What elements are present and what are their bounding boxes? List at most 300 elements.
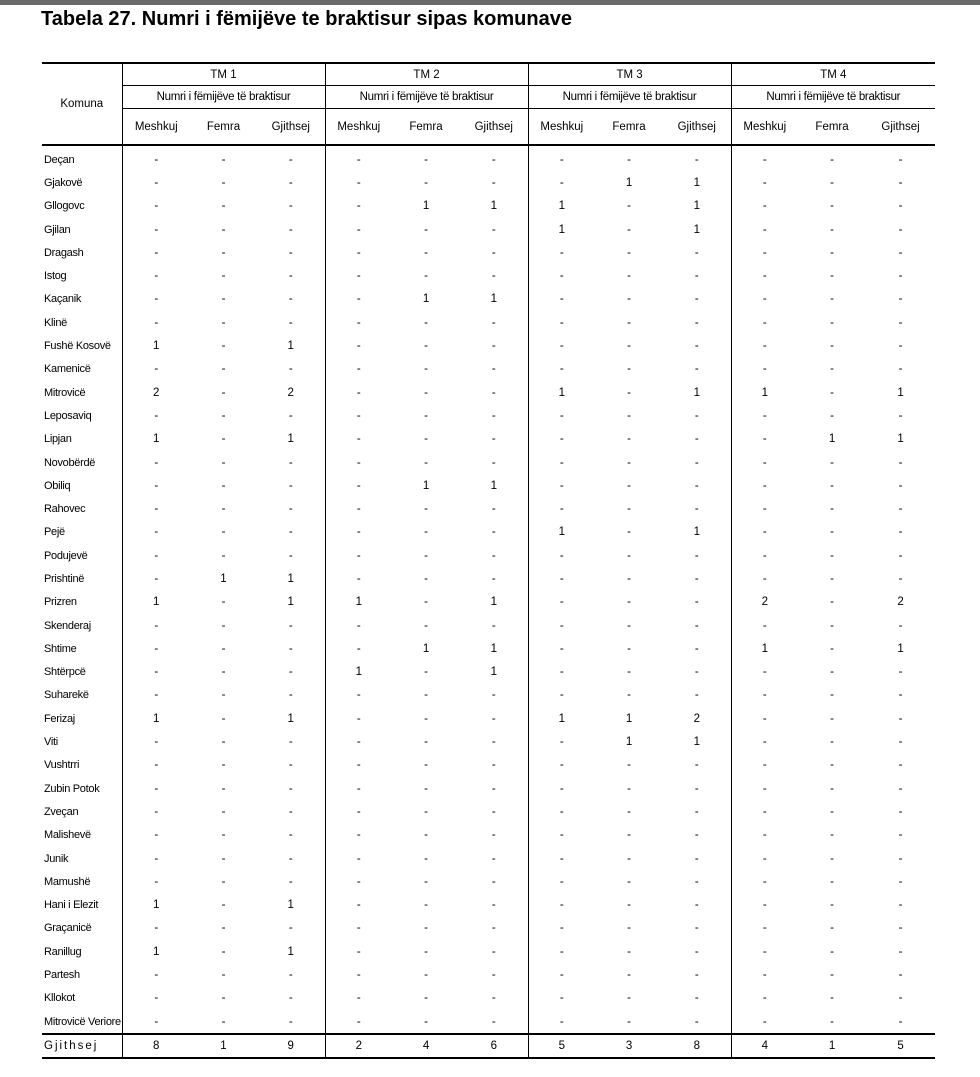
value-cell: - [122,241,190,264]
value-cell: - [424,666,428,679]
value-cell: - [830,526,834,539]
value-cell: - [221,386,226,399]
value-cell: - [288,759,293,772]
value-cell: - [898,712,903,725]
value-cell: - [627,922,631,935]
value-cell: - [221,852,226,865]
value-cell: - [491,153,496,166]
value-cell: - [731,707,798,730]
komuna-name: Partesh [44,969,80,982]
total-cell: 5 [528,1034,595,1058]
value-cell: 1 [731,637,798,660]
value-cell: - [288,782,293,795]
value-cell: - [830,246,834,259]
value-cell: - [424,992,428,1005]
value-cell: - [731,428,798,451]
value-cell: - [627,293,631,306]
value-cell: - [491,899,496,912]
value-cell: 2 [731,591,798,614]
value-cell: - [830,270,834,283]
value-cell: - [898,479,903,492]
value-cell: - [627,456,631,469]
value-cell: - [325,358,392,381]
value-cell: - [830,409,834,422]
value-cell: - [122,218,190,241]
total-row [42,1034,935,1058]
table-row [42,1010,935,1034]
komuna-name: Mitrovicë Veriore [44,1015,121,1028]
col-meshkuj-tm1: Meshkuj [122,109,190,146]
value-cell: - [491,875,496,888]
value-cell: - [288,456,293,469]
komuna-name: Kamenicë [44,363,91,376]
value-cell: - [898,316,903,329]
table-row [42,451,935,474]
table-row [42,847,935,870]
table-row [42,824,935,847]
value-cell: - [694,642,699,655]
value-cell: - [528,847,595,870]
value-cell: - [491,409,496,422]
value-cell: - [528,917,595,940]
value-cell: - [528,661,595,684]
subheader-tm4: Numri i fëmijëve të braktisur [731,86,935,109]
value-cell: 1 [490,642,497,655]
value-cell: - [694,340,699,353]
table-row [42,754,935,777]
value-cell: 1 [490,200,497,213]
komuna-name: Obiliq [44,479,71,492]
value-cell: - [424,689,428,702]
total-cell: 3 [595,1034,663,1058]
value-cell: - [424,153,428,166]
komuna-name: Suharekë [44,689,89,702]
value-cell: - [627,992,631,1005]
value-cell: 1 [220,572,227,585]
value-cell: - [288,1015,293,1028]
value-cell: - [830,852,834,865]
value-cell: - [221,899,226,912]
value-cell: 1 [693,176,700,189]
value-cell: - [898,549,903,562]
value-cell: - [694,503,699,516]
value-cell: - [221,689,226,702]
value-cell: - [731,334,798,357]
total-cell: 1 [798,1034,866,1058]
value-cell: - [325,218,392,241]
komuna-name: Dragash [44,246,84,259]
value-cell: - [288,829,293,842]
value-cell: - [627,1015,631,1028]
komuna-name: Mitrovicë [44,386,86,399]
value-cell: - [221,270,226,283]
value-cell: - [694,782,699,795]
col-meshkuj-tm4: Meshkuj [731,109,798,146]
table-row [42,334,935,357]
total-cell: 4 [731,1034,798,1058]
value-cell: - [627,899,631,912]
komuna-name: Kllokot [44,992,75,1005]
value-cell: 1 [490,479,497,492]
value-cell: - [830,782,834,795]
value-cell: 1 [490,293,497,306]
value-cell: - [627,223,631,236]
value-cell: - [830,316,834,329]
value-cell: - [491,969,496,982]
value-cell: - [627,316,631,329]
value-cell: - [528,637,595,660]
value-cell: 1 [693,386,700,399]
value-cell: - [122,754,190,777]
value-cell: - [830,922,834,935]
value-cell: - [491,549,496,562]
table-row [42,428,935,451]
table-row [42,544,935,567]
value-cell: - [898,922,903,935]
abandoned-children-table [42,62,935,1059]
total-cell: 8 [122,1034,190,1058]
value-cell: - [424,270,428,283]
value-cell: - [898,572,903,585]
value-cell: - [325,637,392,660]
value-cell: - [221,642,226,655]
value-cell: - [288,666,293,679]
komuna-name: Gjilan [44,223,71,236]
value-cell: - [898,223,903,236]
value-cell: - [122,544,190,567]
value-cell: - [325,940,392,963]
value-cell: - [221,805,226,818]
value-cell: - [528,614,595,637]
value-cell: - [424,386,428,399]
value-cell: - [898,619,903,632]
komuna-name: Mamushë [44,875,91,888]
value-cell: - [528,894,595,917]
viewer-top-border [0,0,980,5]
value-cell: - [491,340,496,353]
value-cell: - [221,153,226,166]
komuna-name: Pejë [44,526,65,539]
value-cell: - [122,800,190,823]
total-cell: 8 [663,1034,731,1058]
value-cell: - [122,358,190,381]
value-cell: - [731,567,798,590]
value-cell: - [694,852,699,865]
value-cell: - [731,521,798,544]
value-cell: - [627,666,631,679]
value-cell: - [731,777,798,800]
value-cell: - [325,847,392,870]
total-cell: 6 [460,1034,528,1058]
table-row [42,591,935,614]
col-gjithsej-tm3: Gjithsej [677,120,716,133]
value-cell: - [221,1015,226,1028]
value-cell: - [288,619,293,632]
value-cell: - [528,241,595,264]
value-cell: - [830,759,834,772]
value-cell: - [288,316,293,329]
value-cell: - [528,171,595,194]
komuna-name: Ferizaj [44,712,75,725]
value-cell: - [288,153,293,166]
komuna-header: Komuna [42,63,122,145]
table-row [42,241,935,264]
value-cell: - [731,754,798,777]
value-cell: 2 [693,712,700,725]
value-cell: - [731,451,798,474]
value-cell: - [221,666,226,679]
komuna-name: Shtime [44,642,77,655]
value-cell: - [731,288,798,311]
table-row [42,661,935,684]
value-cell: - [424,899,428,912]
col-femra-tm1: Femra [206,120,241,133]
value-cell: - [830,363,834,376]
value-cell: - [221,456,226,469]
value-cell: - [898,409,903,422]
table-row [42,917,935,940]
value-cell: - [288,363,293,376]
col-gjithsej-tm4: Gjithsej [881,120,920,133]
value-cell: - [731,800,798,823]
value-cell: - [627,386,631,399]
value-cell: - [424,829,428,842]
value-cell: - [694,619,699,632]
value-cell: - [491,945,496,958]
value-cell: - [424,875,428,888]
value-cell: - [627,852,631,865]
value-cell: - [627,969,631,982]
value-cell: - [528,474,595,497]
value-cell: 2 [897,596,904,609]
value-cell: - [627,549,631,562]
value-cell: - [627,340,631,353]
value-cell: 1 [122,428,190,451]
value-cell: - [731,1010,798,1034]
value-cell: - [528,497,595,520]
col-femra-tm4: Femra [815,120,849,133]
value-cell: - [424,712,428,725]
value-cell: - [325,428,392,451]
value-cell: 2 [287,386,294,399]
value-cell: 1 [122,707,190,730]
value-cell: - [898,270,903,283]
value-cell: - [325,777,392,800]
subheader-tm1: Numri i fëmijëve të braktisur [122,86,325,109]
value-cell: - [898,526,903,539]
value-cell: - [288,805,293,818]
table-row [42,870,935,893]
value-cell: - [830,386,834,399]
komuna-name: Novobërdë [44,456,96,469]
value-cell: - [288,293,293,306]
total-cell: 5 [866,1034,935,1058]
value-cell: - [731,661,798,684]
value-cell: - [325,824,392,847]
value-cell: - [325,544,392,567]
value-cell: - [528,591,595,614]
value-cell: - [627,875,631,888]
value-cell: - [122,567,190,590]
value-cell: - [424,759,428,772]
value-cell: - [491,759,496,772]
value-cell: - [627,596,631,609]
value-cell: - [694,433,699,446]
value-cell: - [288,736,293,749]
value-cell: - [528,800,595,823]
value-cell: - [731,145,798,171]
komuna-name: Leposaviq [44,409,92,422]
value-cell: 1 [625,176,633,189]
value-cell: - [731,311,798,334]
table-row [42,218,935,241]
value-cell: - [288,223,293,236]
value-cell: - [731,358,798,381]
value-cell: - [122,404,190,427]
value-cell: - [424,340,428,353]
value-cell: - [122,614,190,637]
value-cell: 1 [422,479,430,492]
value-cell: - [122,917,190,940]
value-cell: 1 [122,940,190,963]
value-cell: 1 [693,200,700,213]
value-cell: - [221,549,226,562]
value-cell: - [898,782,903,795]
value-cell: - [830,293,834,306]
value-cell: - [694,572,699,585]
value-cell: - [288,270,293,283]
value-cell: - [898,829,903,842]
value-cell: - [288,200,293,213]
value-cell: - [898,503,903,516]
table-row [42,707,935,730]
col-femra-tm2: Femra [409,120,443,133]
value-cell: - [830,992,834,1005]
komuna-name: Skenderaj [44,619,91,632]
col-gjithsej-tm2: Gjithsej [474,120,513,133]
value-cell: - [528,358,595,381]
value-cell: - [830,712,834,725]
value-cell: 1 [325,661,392,684]
value-cell: - [424,782,428,795]
value-cell: 1 [287,945,294,958]
value-cell: - [694,1015,699,1028]
value-cell: - [731,264,798,287]
value-cell: - [325,614,392,637]
value-cell: - [424,223,428,236]
value-cell: - [830,200,834,213]
table-row [42,288,935,311]
komuna-name: Prizren [44,596,77,609]
value-cell: - [221,782,226,795]
value-cell: - [898,875,903,888]
value-cell: - [898,689,903,702]
value-cell: - [325,311,392,334]
value-cell: - [830,666,834,679]
value-cell: 1 [693,526,700,539]
value-cell: - [830,642,834,655]
value-cell: - [627,246,631,259]
value-cell: - [731,987,798,1010]
value-cell: - [221,223,226,236]
value-cell: - [731,870,798,893]
table-row [42,987,935,1010]
value-cell: - [221,969,226,982]
group-header-tm3: TM 3 [528,63,731,86]
value-cell: - [898,246,903,259]
table-body [42,145,935,1034]
value-cell: - [898,899,903,912]
value-cell: - [898,456,903,469]
value-cell: - [528,264,595,287]
value-cell: - [288,479,293,492]
col-meshkuj-tm2: Meshkuj [325,109,392,146]
value-cell: - [731,241,798,264]
table-title: Tabela 27. Numri i fëmijëve te braktisur sipas komunave [41,8,572,30]
value-cell: - [694,363,699,376]
value-cell: - [694,945,699,958]
komuna-name: Rahovec [44,503,86,516]
value-cell: - [731,963,798,986]
value-cell: - [694,293,699,306]
value-cell: - [325,334,392,357]
value-cell: - [694,246,699,259]
value-cell: - [491,316,496,329]
value-cell: 1 [490,596,497,609]
value-cell: - [288,246,293,259]
value-cell: - [491,712,496,725]
value-cell: - [528,544,595,567]
value-cell: - [221,829,226,842]
value-cell: - [528,777,595,800]
value-cell: - [424,549,428,562]
group-header-tm2: TM 2 [325,63,528,86]
value-cell: - [491,852,496,865]
komuna-name: Deçan [44,153,75,166]
value-cell: - [122,195,190,218]
value-cell: 1 [287,596,294,609]
table-row [42,264,935,287]
value-cell: - [221,712,226,725]
value-cell: - [122,987,190,1010]
value-cell: - [627,572,631,585]
value-cell: - [898,945,903,958]
table-row [42,311,935,334]
value-cell: - [221,363,226,376]
value-cell: 1 [422,642,430,655]
value-cell: 1 [828,433,836,446]
value-cell: - [325,521,392,544]
total-cell: 9 [257,1034,325,1058]
value-cell: - [898,852,903,865]
value-cell: - [898,1015,903,1028]
value-cell: - [830,619,834,632]
value-cell: - [122,684,190,707]
value-cell: - [491,433,496,446]
value-cell: - [221,759,226,772]
value-cell: - [627,619,631,632]
table-row [42,684,935,707]
value-cell: - [731,894,798,917]
value-cell: - [528,940,595,963]
table-row [42,777,935,800]
value-cell: - [898,153,903,166]
value-cell: - [122,497,190,520]
value-cell: - [830,1015,834,1028]
value-cell: - [830,969,834,982]
value-cell: - [627,526,631,539]
value-cell: - [627,945,631,958]
